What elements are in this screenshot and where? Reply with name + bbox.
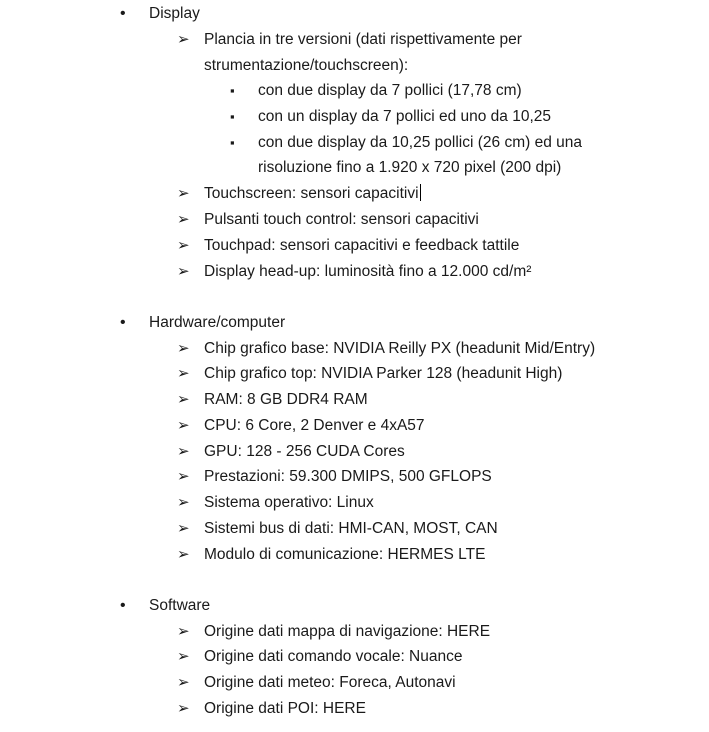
arrow-bullet-icon: ➢ xyxy=(177,546,190,563)
list-item-text[interactable]: Modulo di comunicazione: HERMES LTE xyxy=(204,546,486,563)
arrow-bullet-icon: ➢ xyxy=(177,520,190,537)
bullet-icon: • xyxy=(120,5,126,22)
arrow-bullet-icon: ➢ xyxy=(177,417,190,434)
arrow-bullet-icon: ➢ xyxy=(177,391,190,408)
arrow-bullet-icon: ➢ xyxy=(177,674,190,691)
bullet-icon: • xyxy=(120,597,126,614)
arrow-bullet-icon: ➢ xyxy=(177,211,190,228)
square-bullet-icon: ▪ xyxy=(230,135,235,150)
section-title-software[interactable]: Software xyxy=(149,597,211,614)
list-item-text[interactable]: Sistema operativo: Linux xyxy=(204,494,374,511)
list-item-text[interactable]: Chip grafico top: NVIDIA Parker 128 (headunit High) xyxy=(204,365,563,382)
sublist-item-text[interactable]: con due display da 10,25 pollici (26 cm) ed una xyxy=(258,134,582,151)
arrow-bullet-icon: ➢ xyxy=(177,237,190,254)
text-cursor xyxy=(420,184,421,201)
list-item-text[interactable]: Pulsanti touch control: sensori capacitivi xyxy=(204,211,479,228)
square-bullet-icon: ▪ xyxy=(230,83,235,98)
list-item-text[interactable]: RAM: 8 GB DDR4 RAM xyxy=(204,391,368,408)
list-item-text[interactable]: Chip grafico base: NVIDIA Reilly PX (headunit Mid/Entry) xyxy=(204,340,596,357)
arrow-bullet-icon: ➢ xyxy=(177,340,190,357)
arrow-bullet-icon: ➢ xyxy=(177,365,190,382)
arrow-bullet-icon: ➢ xyxy=(177,700,190,717)
list-item-text[interactable]: Sistemi bus di dati: HMI-CAN, MOST, CAN xyxy=(204,520,498,537)
list-item-text[interactable]: Touchscreen: sensori capacitivi xyxy=(204,185,419,202)
list-item-text[interactable]: Display head-up: luminosità fino a 12.000 cd/m² xyxy=(204,263,532,280)
list-item-text[interactable]: Plancia in tre versioni (dati rispettivamente per xyxy=(204,31,522,48)
bullet-icon: • xyxy=(120,314,126,331)
sublist-item-text[interactable]: risoluzione fino a 1.920 x 720 pixel (200 dpi) xyxy=(258,159,562,176)
section-title-display[interactable]: Display xyxy=(149,5,200,22)
list-item-text[interactable]: CPU: 6 Core, 2 Denver e 4xA57 xyxy=(204,417,425,434)
arrow-bullet-icon: ➢ xyxy=(177,443,190,460)
list-item-text[interactable]: GPU: 128 - 256 CUDA Cores xyxy=(204,443,405,460)
sublist-item-text[interactable]: con due display da 7 pollici (17,78 cm) xyxy=(258,82,522,99)
list-item-text[interactable]: Origine dati POI: HERE xyxy=(204,700,366,717)
list-item-text[interactable]: Prestazioni: 59.300 DMIPS, 500 GFLOPS xyxy=(204,468,492,485)
list-item-text[interactable]: strumentazione/touchscreen): xyxy=(204,57,409,74)
list-item-text[interactable]: Origine dati mappa di navigazione: HERE xyxy=(204,623,491,640)
arrow-bullet-icon: ➢ xyxy=(177,263,190,280)
square-bullet-icon: ▪ xyxy=(230,109,235,124)
list-item-text[interactable]: Touchpad: sensori capacitivi e feedback tattile xyxy=(204,237,520,254)
list-item-text[interactable]: Origine dati meteo: Foreca, Autonavi xyxy=(204,674,456,691)
arrow-bullet-icon: ➢ xyxy=(177,494,190,511)
arrow-bullet-icon: ➢ xyxy=(177,31,190,48)
list-item-text-with-cursor[interactable] xyxy=(204,184,421,204)
arrow-bullet-icon: ➢ xyxy=(177,185,190,202)
arrow-bullet-icon: ➢ xyxy=(177,468,190,485)
section-title-hardware[interactable]: Hardware/computer xyxy=(149,314,286,331)
sublist-item-text[interactable]: con un display da 7 pollici ed uno da 10,25 xyxy=(258,108,551,125)
list-item-text[interactable]: Origine dati comando vocale: Nuance xyxy=(204,648,463,665)
arrow-bullet-icon: ➢ xyxy=(177,623,190,640)
arrow-bullet-icon: ➢ xyxy=(177,648,190,665)
